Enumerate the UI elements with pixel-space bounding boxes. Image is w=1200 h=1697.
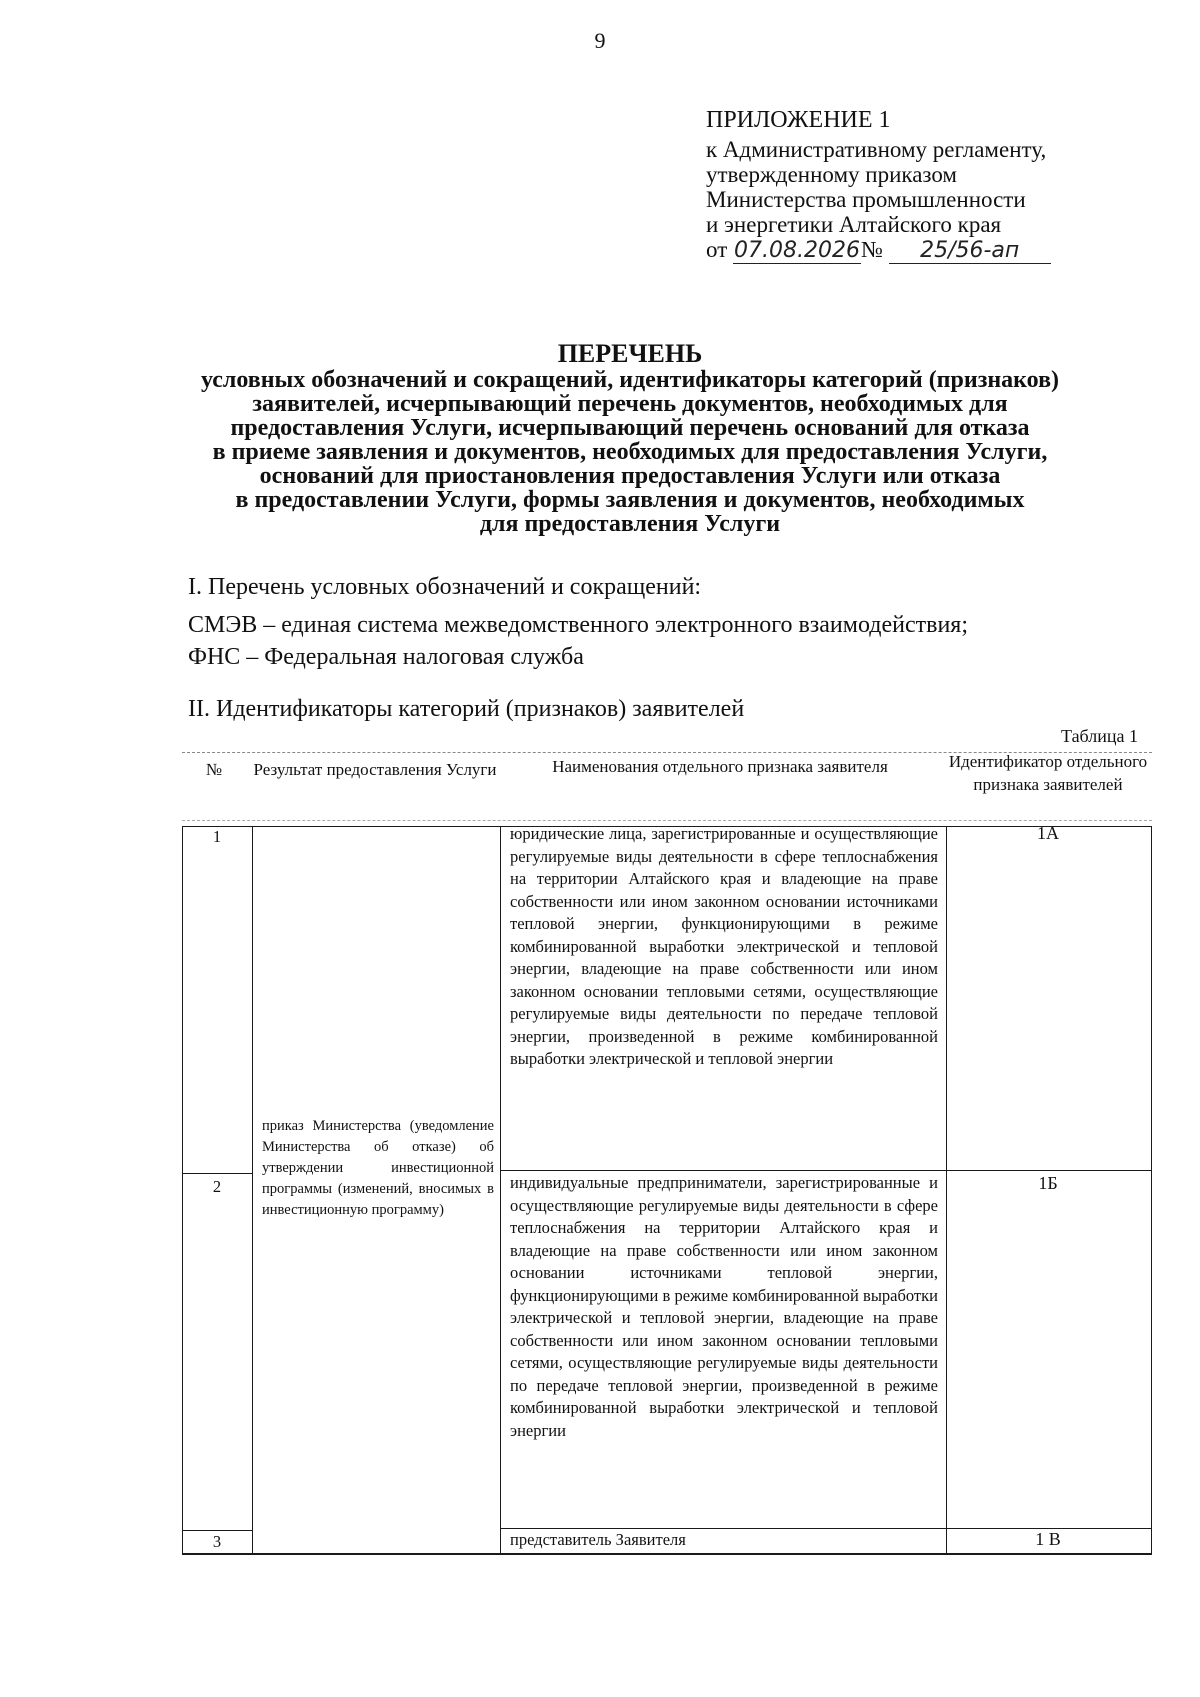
from-label: от [706, 237, 728, 262]
page-number: 9 [594, 28, 606, 53]
identifier-cell: 1 В [1035, 1529, 1061, 1549]
header-result: Результат предоставления Услуги [253, 760, 497, 779]
table-border-right [1151, 826, 1152, 1554]
row-divider [182, 1173, 252, 1174]
applicant-feature-text: юридические лица, зарегистрированные и осуществляющие регулируемые виды деятельности в сфере теплоснабжения на территории Алтайского края и владеющие на праве собственности или ином законном основании источниками тепловой энергии, функционирующими в режиме комбинированной выработки электрической и тепловой энергии, владеющие на праве собственности или ином законном основании тепловыми сетями, осуществляющие регулируемые виды деятельности по передаче тепловой энергии, произведенной в режиме комбинированной выработки электрической и тепловой энергии [510, 824, 938, 1068]
abbreviation-item: ФНС – Федеральная налоговая служба [188, 644, 584, 670]
appendix-date-line [706, 237, 1176, 264]
title-line: в предоставлении Услуги, формы заявления и документов, необходимых [235, 487, 1025, 513]
header-bottom-rule [182, 820, 1152, 821]
appendix-line: и энергетики Алтайского края [706, 212, 1002, 237]
appendix-line: Министерства промышленности [706, 187, 1026, 212]
title-line: предоставления Услуги, исчерпывающий перечень оснований для отказа [230, 415, 1030, 441]
handwritten-date: 07.08.2026 [734, 238, 860, 263]
appendix-block [706, 108, 1176, 264]
column-divider [946, 826, 947, 1554]
applicant-feature-text: индивидуальные предприниматели, зарегистрированные и осуществляющие регулируемые виды деятельности в сфере теплоснабжения на территории Алтайского края и владеющие на праве собственности или ином законном основании источниками тепловой энергии, функционирующими в режиме комбинированной выработки электрической и тепловой энергии, владеющие на праве собственности или ином законном основании тепловыми сетями, осуществляющие регулируемые виды деятельности по передаче тепловой энергии, произведенной в режиме комбинированной выработки электрической и тепловой энергии [510, 1173, 938, 1440]
column-divider [252, 826, 253, 1554]
table-caption: Таблица 1 [1061, 726, 1138, 746]
table-border-left [182, 826, 183, 1554]
table-border-bottom [182, 1553, 1152, 1555]
row-divider [500, 1170, 1152, 1171]
appendix-line: утвержденному приказом [706, 162, 957, 187]
number-label: № [861, 237, 883, 262]
appendix-line: к Административному регламенту, [706, 137, 1047, 162]
section-2-heading: II. Идентификаторы категорий (признаков) заявителей [188, 696, 745, 722]
appendix-heading: ПРИЛОЖЕНИЕ 1 [706, 107, 891, 133]
identifier-cell: 1А [1037, 823, 1059, 843]
section-1-heading: I. Перечень условных обозначений и сокращений: [188, 574, 702, 600]
document-title [150, 339, 1110, 537]
column-divider [500, 826, 501, 1554]
title-line: условных обозначений и сокращений, идентификаторы категорий (признаков) [200, 367, 1060, 393]
row-number: 3 [212, 1532, 222, 1551]
applicant-feature-text: представитель Заявителя [510, 1530, 686, 1549]
handwritten-number: 25/56-ап [889, 238, 1051, 264]
identifier-cell: 1Б [1038, 1173, 1058, 1193]
row-number: 2 [212, 1177, 222, 1196]
title-line: оснований для приостановления предоставления Услуги или отказа [259, 463, 1001, 489]
title-line: для предоставления Услуги [479, 511, 781, 537]
header-number: № [205, 760, 223, 779]
row-number: 1 [212, 827, 222, 846]
header-identifier: Идентификатор отдельного признака заявителей [948, 752, 1148, 794]
result-cell: приказ Министерства (уведомление Министерства об отказе) об утверждении инвестиционной программы (изменений, вносимых в инвестиционную программу) [262, 1118, 494, 1218]
title-line: заявителей, исчерпывающий перечень документов, необходимых для [252, 391, 1008, 417]
title-main: ПЕРЕЧЕНЬ [557, 339, 703, 368]
abbreviation-item: СМЭВ – единая система межведомственного электронного взаимодействия; [188, 612, 968, 638]
title-line: в приеме заявления и документов, необходимых для предоставления Услуги, [212, 439, 1048, 465]
header-name: Наименования отдельного признака заявителя [552, 757, 888, 776]
